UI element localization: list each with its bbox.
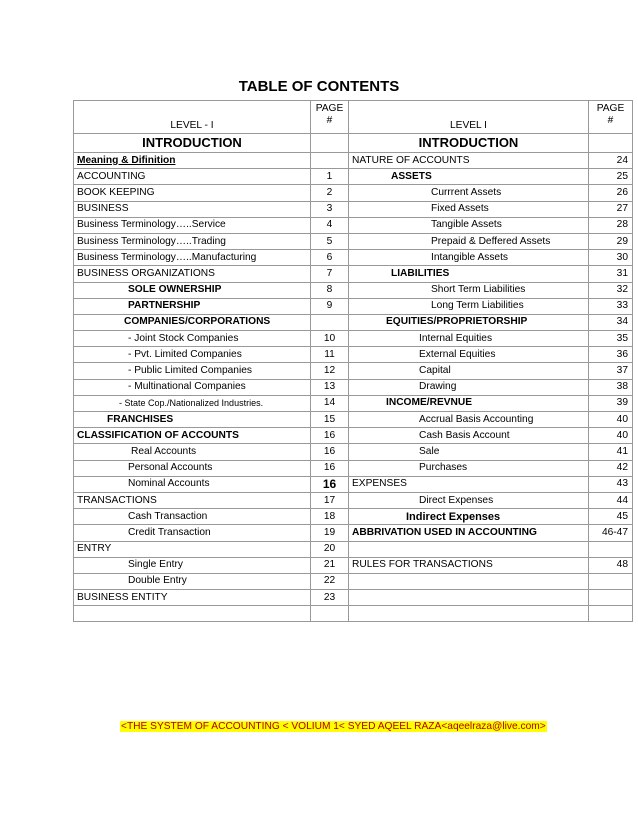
toc-row	[74, 314, 633, 330]
right-page-number	[589, 573, 633, 589]
right-topic: Direct Expenses	[349, 492, 589, 508]
left-topic: TRANSACTIONS	[74, 492, 311, 508]
right-page-number: 41	[589, 444, 633, 460]
right-page-number: 42	[589, 460, 633, 476]
left-topic: BOOK KEEPING	[74, 185, 311, 201]
toc-row	[74, 169, 633, 185]
left-topic: Meaning & Difinition	[74, 153, 311, 169]
right-topic: Indirect Expenses	[349, 509, 589, 525]
right-page-number: 37	[589, 363, 633, 379]
right-topic	[349, 573, 589, 589]
toc-row	[74, 363, 633, 379]
right-topic	[349, 541, 589, 557]
section-row	[74, 134, 633, 153]
left-page-number: 7	[311, 266, 349, 282]
right-page-number: 44	[589, 492, 633, 508]
left-topic: - State Cop./Nationalized Industries.	[74, 395, 311, 411]
right-topic: Purchases	[349, 460, 589, 476]
left-topic: Credit Transaction	[74, 525, 311, 541]
left-page-number: 8	[311, 282, 349, 298]
right-page-header: PAGE #	[589, 101, 633, 134]
toc-row	[74, 492, 633, 508]
left-page-number: 11	[311, 347, 349, 363]
right-level-header: LEVEL I	[349, 101, 589, 134]
right-topic: Sale	[349, 444, 589, 460]
toc-row	[74, 509, 633, 525]
right-topic: Accrual Basis Accounting	[349, 412, 589, 428]
left-topic: Double Entry	[74, 573, 311, 589]
right-page-number: 43	[589, 476, 633, 492]
left-page-number: 12	[311, 363, 349, 379]
toc-row	[74, 428, 633, 444]
left-level-header: LEVEL - I	[74, 101, 311, 134]
toc-row	[74, 201, 633, 217]
left-topic: BUSINESS	[74, 201, 311, 217]
right-page-number: 35	[589, 331, 633, 347]
left-page-number: 16	[311, 428, 349, 444]
left-page-number: 22	[311, 573, 349, 589]
right-topic: RULES FOR TRANSACTIONS	[349, 557, 589, 573]
toc-row	[74, 557, 633, 573]
right-topic: External Equities	[349, 347, 589, 363]
right-page-number: 36	[589, 347, 633, 363]
toc-row	[74, 606, 633, 622]
toc-row	[74, 185, 633, 201]
left-topic: BUSINESS ORGANIZATIONS	[74, 266, 311, 282]
right-page-number: 39	[589, 395, 633, 411]
toc-row	[74, 444, 633, 460]
left-topic: COMPANIES/CORPORATIONS	[74, 314, 311, 330]
right-topic: INCOME/REVNUE	[349, 395, 589, 411]
left-page-number: 2	[311, 185, 349, 201]
toc-row	[74, 525, 633, 541]
right-page-number	[589, 606, 633, 622]
left-topic: Nominal Accounts	[74, 476, 311, 492]
right-page-number: 29	[589, 233, 633, 249]
right-topic: Capital	[349, 363, 589, 379]
left-topic: BUSINESS ENTITY	[74, 590, 311, 606]
right-page-number: 46-47	[589, 525, 633, 541]
left-section-title: INTRODUCTION	[74, 134, 311, 153]
toc-row	[74, 412, 633, 428]
right-topic: Short Term Liabilities	[349, 282, 589, 298]
left-topic: Personal Accounts	[74, 460, 311, 476]
right-page-number: 40	[589, 428, 633, 444]
left-page-number: 19	[311, 525, 349, 541]
left-page-number: 1	[311, 169, 349, 185]
left-page-number: 13	[311, 379, 349, 395]
right-topic: EQUITIES/PROPRIETORSHIP	[349, 314, 589, 330]
left-page-number: 3	[311, 201, 349, 217]
left-topic: - Joint Stock Companies	[74, 331, 311, 347]
right-page-number: 27	[589, 201, 633, 217]
left-page-number: 9	[311, 298, 349, 314]
toc-row	[74, 282, 633, 298]
right-page-number: 30	[589, 250, 633, 266]
left-page-number: 15	[311, 412, 349, 428]
right-section-title: INTRODUCTION	[349, 134, 589, 153]
right-page-number: 31	[589, 266, 633, 282]
left-page-number: 10	[311, 331, 349, 347]
left-topic: - Multinational Companies	[74, 379, 311, 395]
right-topic: Currrent Assets	[349, 185, 589, 201]
left-page-number: 23	[311, 590, 349, 606]
page-title: TABLE OF CONTENTS	[238, 78, 400, 95]
contents-table	[73, 100, 633, 622]
left-page-header: PAGE #	[311, 101, 349, 134]
right-page-number: 33	[589, 298, 633, 314]
right-topic: Intangible Assets	[349, 250, 589, 266]
right-page-number: 26	[589, 185, 633, 201]
right-page-number: 45	[589, 509, 633, 525]
right-topic: EXPENSES	[349, 476, 589, 492]
left-topic: - Public Limited Companies	[74, 363, 311, 379]
right-page-number	[589, 541, 633, 557]
right-topic: Long Term Liabilities	[349, 298, 589, 314]
right-topic: LIABILITIES	[349, 266, 589, 282]
toc-row	[74, 217, 633, 233]
left-page-number: 16	[311, 476, 349, 492]
right-topic: Tangible Assets	[349, 217, 589, 233]
right-topic	[349, 590, 589, 606]
toc-row	[74, 395, 633, 411]
left-topic: - Pvt. Limited Companies	[74, 347, 311, 363]
right-page-number	[589, 590, 633, 606]
right-page-number: 28	[589, 217, 633, 233]
left-topic: ACCOUNTING	[74, 169, 311, 185]
left-page-number	[311, 314, 349, 330]
left-topic: Cash Transaction	[74, 509, 311, 525]
table-header-row	[74, 101, 633, 134]
right-topic: Fixed Assets	[349, 201, 589, 217]
toc-row	[74, 331, 633, 347]
right-topic: ABBRIVATION USED IN ACCOUNTING	[349, 525, 589, 541]
right-topic	[349, 606, 589, 622]
left-page-number: 21	[311, 557, 349, 573]
right-page-number: 48	[589, 557, 633, 573]
left-page-number: 16	[311, 460, 349, 476]
toc-row	[74, 250, 633, 266]
right-topic: Prepaid & Deffered Assets	[349, 233, 589, 249]
left-topic: Real Accounts	[74, 444, 311, 460]
left-topic: Business Terminology…..Trading	[74, 233, 311, 249]
toc-row	[74, 476, 633, 492]
right-topic: Drawing	[349, 379, 589, 395]
toc-row	[74, 266, 633, 282]
toc-row	[74, 590, 633, 606]
left-page-number	[311, 606, 349, 622]
toc-row	[74, 298, 633, 314]
left-topic	[74, 606, 311, 622]
left-page-number	[311, 153, 349, 169]
right-page-number: 34	[589, 314, 633, 330]
left-topic: SOLE OWNERSHIP	[74, 282, 311, 298]
footer-credit: <THE SYSTEM OF ACCOUNTING < VOLIUM 1< SYED AQEEL RAZA<aqeelraza@live.com>	[121, 721, 546, 732]
right-topic: ASSETS	[349, 169, 589, 185]
left-page-number: 14	[311, 395, 349, 411]
toc-row	[74, 347, 633, 363]
right-page-number: 32	[589, 282, 633, 298]
toc-row	[74, 573, 633, 589]
left-topic: CLASSIFICATION OF ACCOUNTS	[74, 428, 311, 444]
right-page-number: 40	[589, 412, 633, 428]
right-topic: NATURE OF ACCOUNTS	[349, 153, 589, 169]
toc-row	[74, 541, 633, 557]
left-page-number: 17	[311, 492, 349, 508]
right-page-number: 24	[589, 153, 633, 169]
left-page-number: 6	[311, 250, 349, 266]
toc-row	[74, 460, 633, 476]
left-page-number: 20	[311, 541, 349, 557]
left-topic: FRANCHISES	[74, 412, 311, 428]
left-topic: Business Terminology…..Manufacturing	[74, 250, 311, 266]
right-page-number: 25	[589, 169, 633, 185]
toc-row	[74, 153, 633, 169]
left-topic: PARTNERSHIP	[74, 298, 311, 314]
left-topic: ENTRY	[74, 541, 311, 557]
left-topic: Business Terminology…..Service	[74, 217, 311, 233]
left-page-number: 4	[311, 217, 349, 233]
right-page-number: 38	[589, 379, 633, 395]
toc-row	[74, 233, 633, 249]
left-page-number: 5	[311, 233, 349, 249]
right-topic: Internal Equities	[349, 331, 589, 347]
left-page-number: 18	[311, 509, 349, 525]
toc-row	[74, 379, 633, 395]
right-topic: Cash Basis Account	[349, 428, 589, 444]
left-topic: Single Entry	[74, 557, 311, 573]
left-page-number: 16	[311, 444, 349, 460]
